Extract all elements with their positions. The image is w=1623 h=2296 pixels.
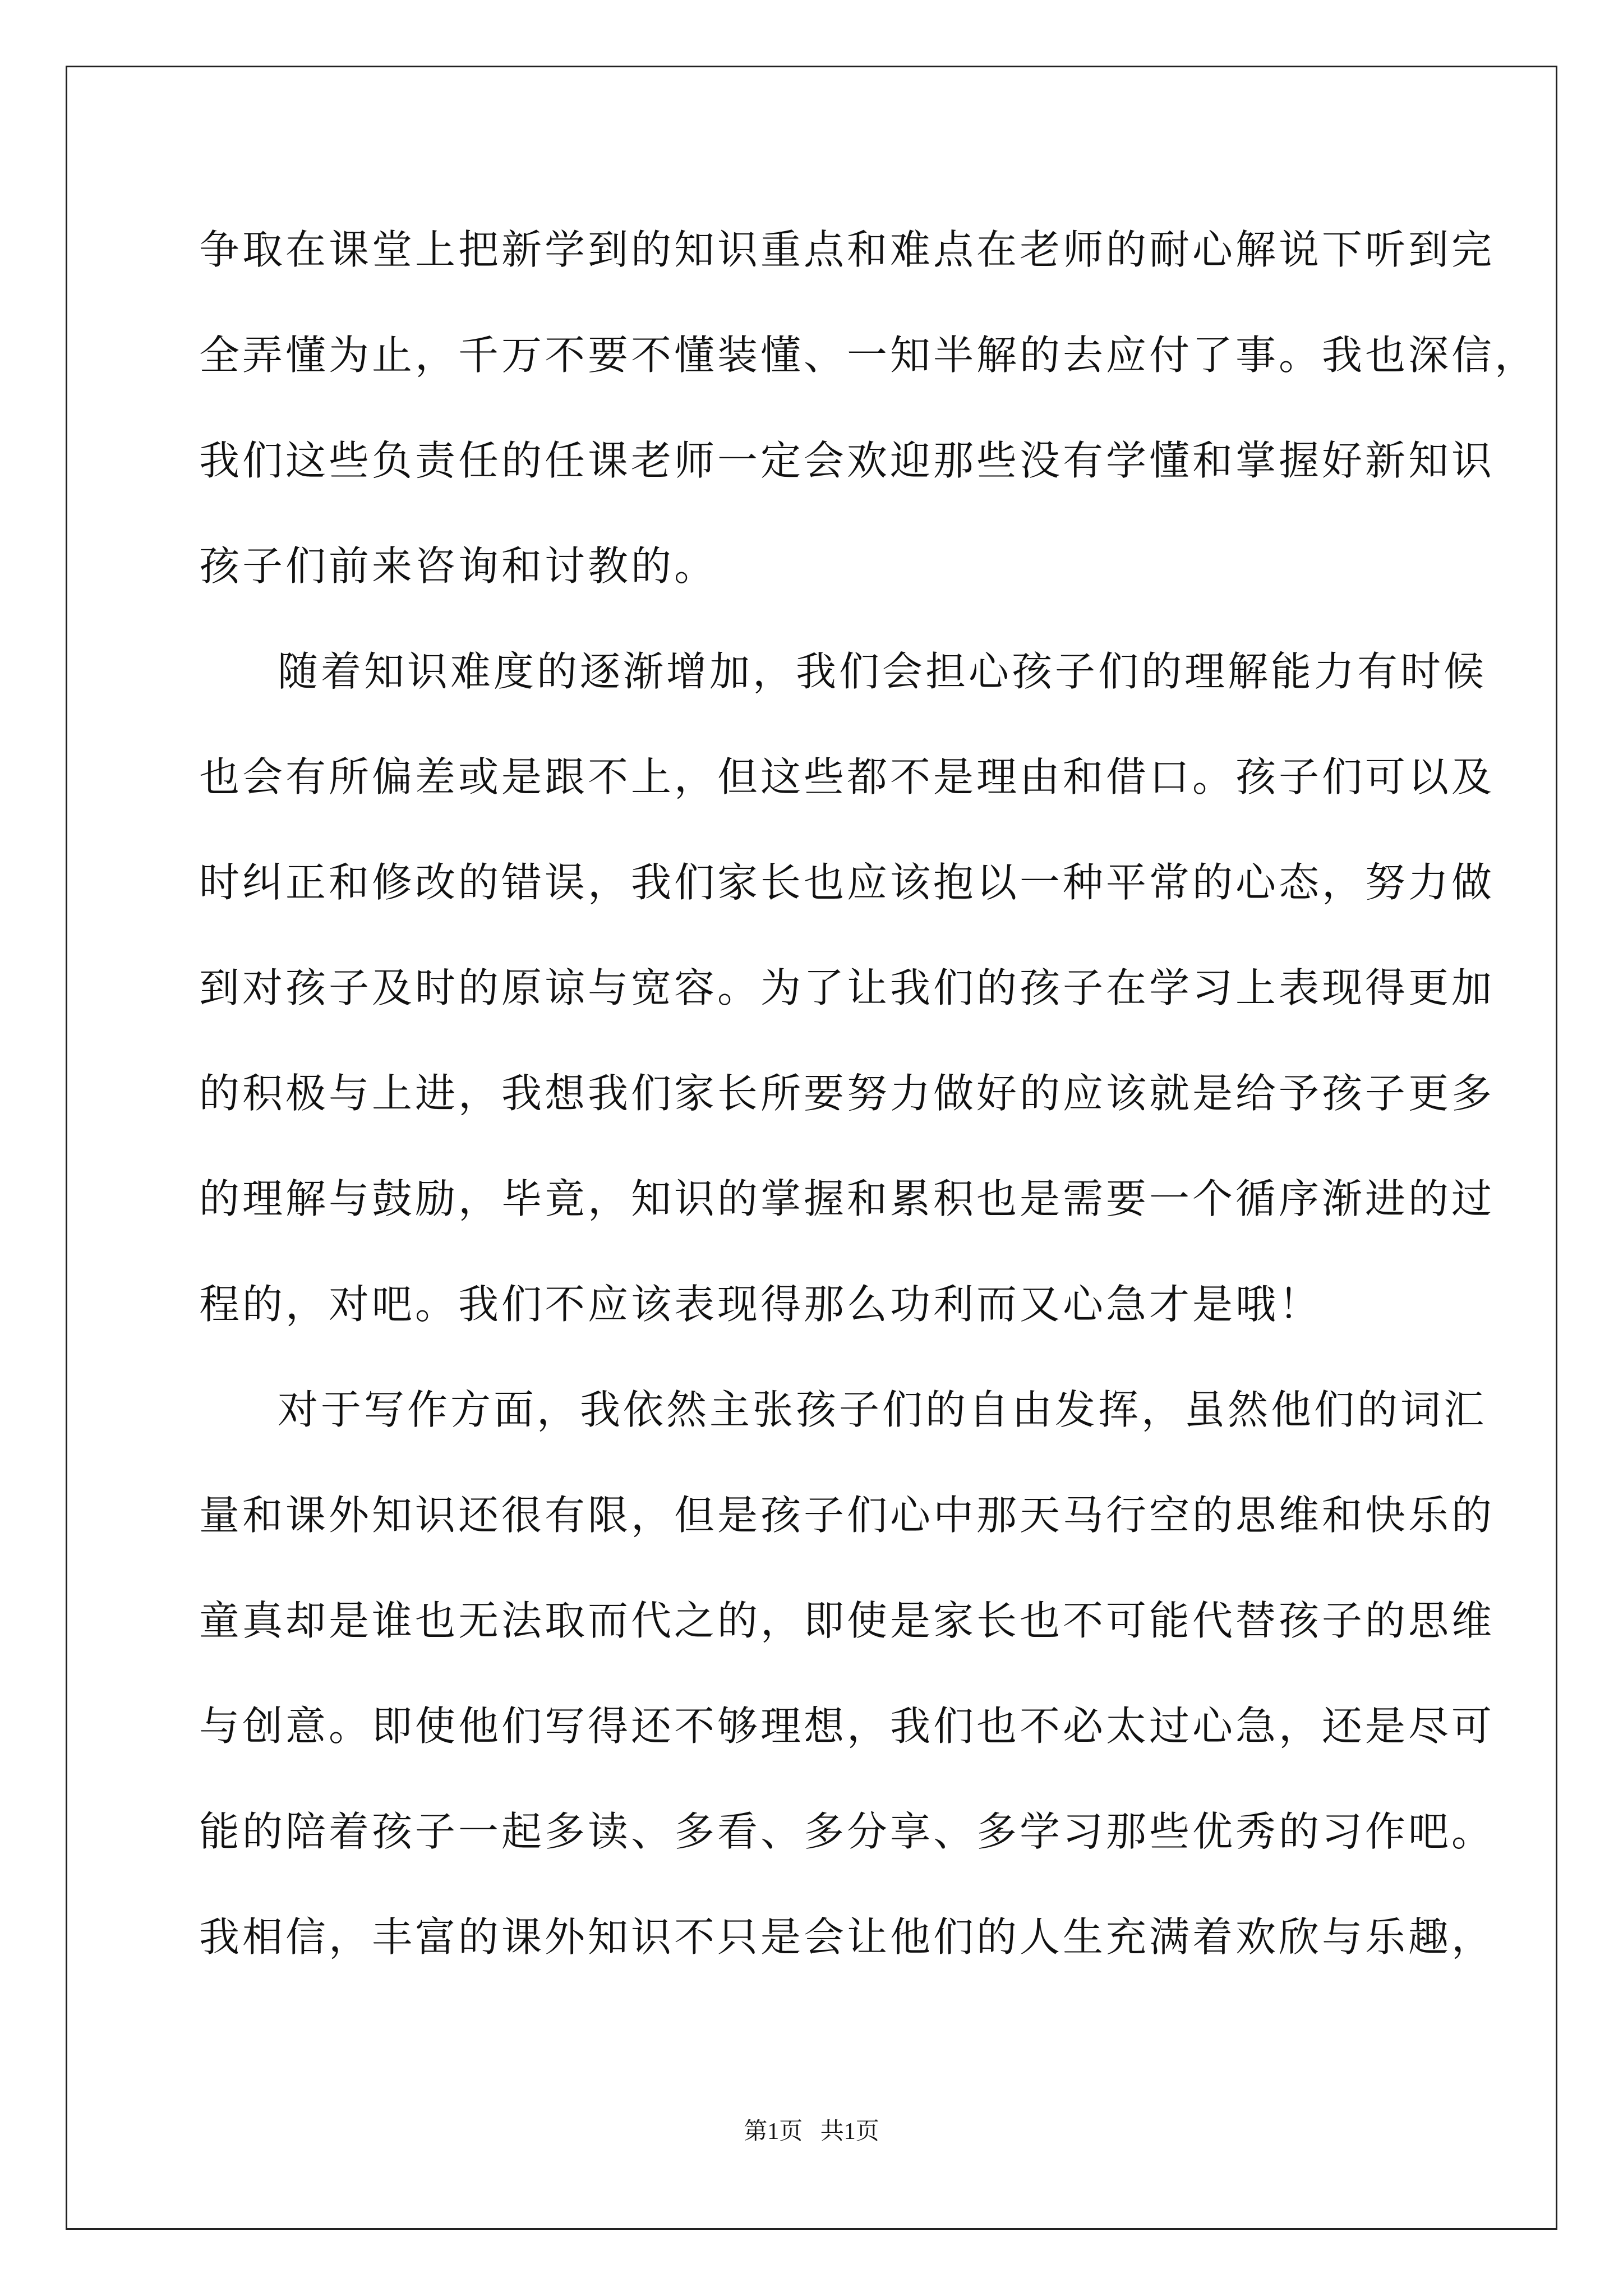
text-line: 的理解与鼓励，毕竟，知识的掌握和累积也是需要一个循序渐进的过 — [199, 1175, 1495, 1222]
text-line: 争取在课堂上把新学到的知识重点和难点在老师的耐心解说下听到完 — [199, 226, 1495, 273]
text-line: 时纠正和修改的错误，我们家长也应该抱以一种平常的心态，努力做 — [199, 859, 1495, 906]
text-line: 的积极与上进，我想我们家长所要努力做好的应该就是给予孩子更多 — [199, 1070, 1495, 1117]
text-line: 我们这些负责任的任课老师一定会欢迎那些没有学懂和掌握好新知识 — [199, 437, 1495, 484]
text-line: 童真却是谁也无法取而代之的，即使是家长也不可能代替孩子的思维 — [199, 1597, 1495, 1644]
text-line: 也会有所偏差或是跟不上，但这些都不是理由和借口。孩子们可以及 — [199, 753, 1495, 800]
text-line: 到对孩子及时的原谅与宽容。为了让我们的孩子在学习上表现得更加 — [199, 964, 1495, 1011]
page-footer: 第1页 共1页 — [744, 2119, 879, 2145]
text-line: 孩子们前来咨询和讨教的。 — [199, 542, 718, 590]
text-line: 量和课外知识还很有限，但是孩子们心中那天马行空的思维和快乐的 — [199, 1492, 1495, 1539]
text-line: 与创意。即使他们写得还不够理想，我们也不必太过心急，还是尽可 — [199, 1703, 1495, 1750]
text-line: 能的陪着孩子一起多读、多看、多分享、多学习那些优秀的习作吧。 — [199, 1808, 1495, 1855]
paragraph-first-line: 对于写作方面，我依然主张孩子们的自由发挥，虽然他们的词汇 — [278, 1386, 1487, 1433]
document-body — [199, 222, 1538, 2014]
text-line: 我相信，丰富的课外知识不只是会让他们的人生充满着欢欣与乐趣， — [199, 1913, 1495, 1961]
text-line: 程的，对吧。我们不应该表现得那么功利而又心急才是哦！ — [199, 1281, 1322, 1328]
paragraph-first-line: 随着知识难度的逐渐增加，我们会担心孩子们的理解能力有时候 — [278, 648, 1487, 695]
text-line: 全弄懂为止，千万不要不懂装懂、一知半解的去应付了事。我也深信， — [199, 332, 1538, 379]
